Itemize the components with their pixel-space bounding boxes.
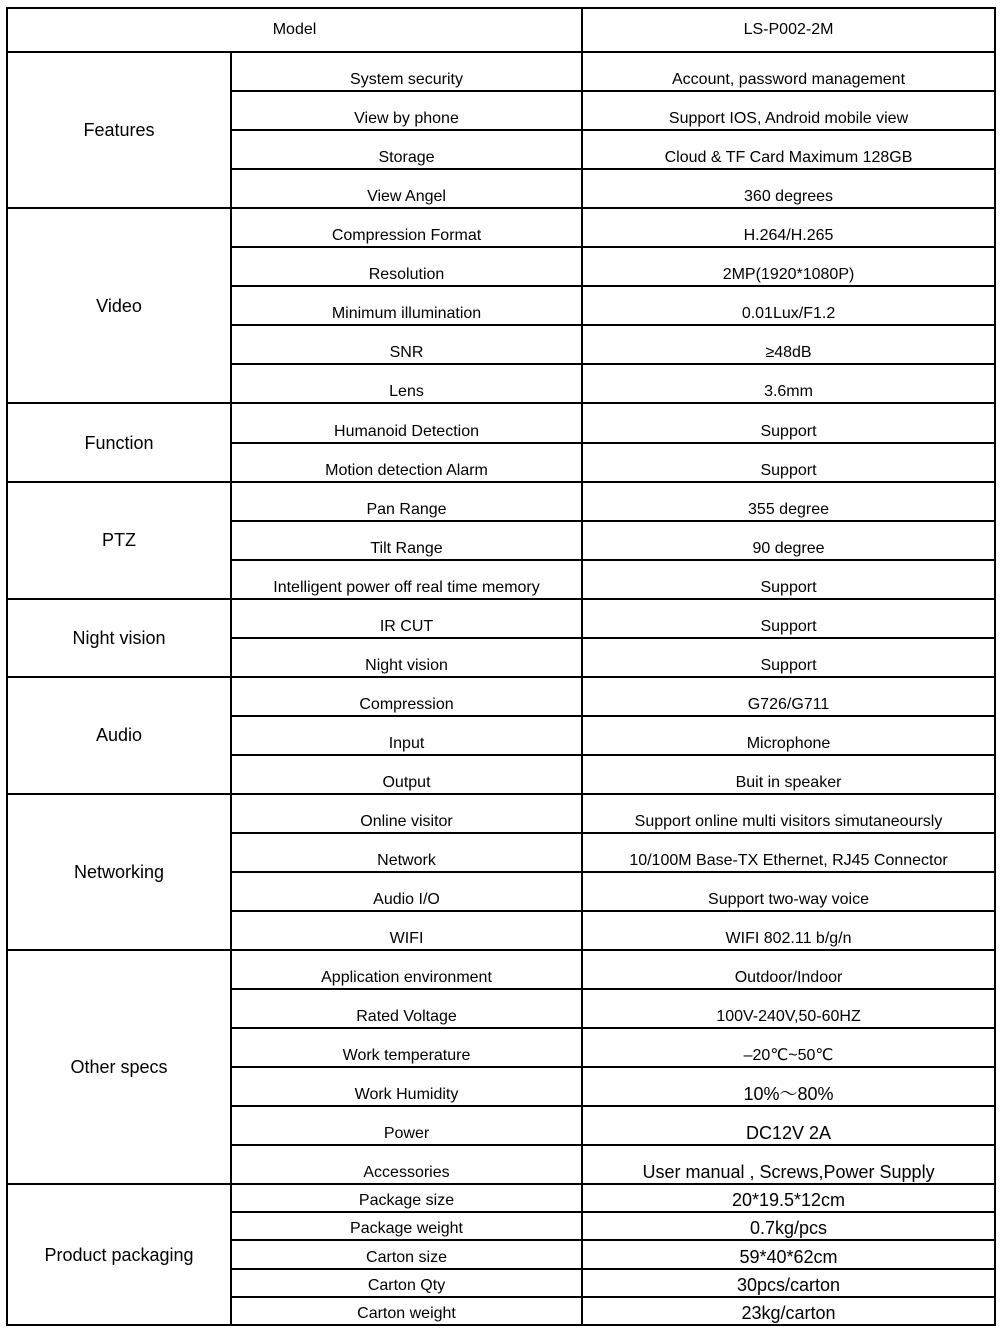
spec-value: 0.01Lux/F1.2	[582, 286, 995, 325]
spec-table	[6, 7, 996, 1326]
spec-value: G726/G711	[582, 677, 995, 716]
spec-label: Package weight	[231, 1212, 582, 1240]
spec-label: IR CUT	[231, 599, 582, 638]
spec-row	[7, 52, 995, 91]
spec-value: 100V-240V,50-60HZ	[582, 989, 995, 1028]
spec-row	[7, 208, 995, 247]
spec-value: WIFI 802.11 b/g/n	[582, 911, 995, 950]
spec-value: Account, password management	[582, 52, 995, 91]
category-ptz: PTZ	[7, 482, 231, 599]
spec-label: Audio I/O	[231, 872, 582, 911]
spec-label: Storage	[231, 130, 582, 169]
spec-label: Resolution	[231, 247, 582, 286]
spec-value: Microphone	[582, 716, 995, 755]
spec-label: Tilt Range	[231, 521, 582, 560]
spec-value: 360 degrees	[582, 169, 995, 208]
spec-label: WIFI	[231, 911, 582, 950]
spec-value: Support IOS, Android mobile view	[582, 91, 995, 130]
spec-value: 10/100M Base-TX Ethernet, RJ45 Connector	[582, 833, 995, 872]
spec-label: Minimum illumination	[231, 286, 582, 325]
spec-row	[7, 403, 995, 442]
spec-label: Intelligent power off real time memory	[231, 560, 582, 599]
spec-value: 3.6mm	[582, 364, 995, 403]
spec-value: H.264/H.265	[582, 208, 995, 247]
spec-label: Application environment	[231, 950, 582, 989]
spec-value: 59*40*62cm	[582, 1240, 995, 1268]
category-other-specs: Other specs	[7, 950, 231, 1184]
spec-table-body	[7, 8, 995, 1325]
spec-label: Online visitor	[231, 794, 582, 833]
spec-label: Input	[231, 716, 582, 755]
spec-value: Support	[582, 403, 995, 442]
spec-value: 23kg/carton	[582, 1297, 995, 1325]
spec-value: ≥48dB	[582, 325, 995, 364]
spec-value: 30pcs/carton	[582, 1269, 995, 1297]
spec-value: 355 degree	[582, 482, 995, 521]
category-video: Video	[7, 208, 231, 403]
spec-label: Humanoid Detection	[231, 403, 582, 442]
spec-label: Accessories	[231, 1145, 582, 1184]
spec-label: Compression	[231, 677, 582, 716]
spec-label: Carton Qty	[231, 1269, 582, 1297]
category-networking: Networking	[7, 794, 231, 950]
spec-value: 10%～80%	[582, 1067, 995, 1106]
spec-label: Compression Format	[231, 208, 582, 247]
spec-label: View by phone	[231, 91, 582, 130]
spec-value: Buit in speaker	[582, 755, 995, 794]
spec-value: Support two-way voice	[582, 872, 995, 911]
spec-label: Pan Range	[231, 482, 582, 521]
spec-label: Motion detection Alarm	[231, 443, 582, 482]
spec-value: 20*19.5*12cm	[582, 1184, 995, 1212]
spec-value: Support	[582, 560, 995, 599]
category-night-vision: Night vision	[7, 599, 231, 677]
spec-row	[7, 677, 995, 716]
spec-value: 0.7kg/pcs	[582, 1212, 995, 1240]
spec-value: DC12V 2A	[582, 1106, 995, 1145]
spec-label: Carton size	[231, 1240, 582, 1268]
spec-label: Package size	[231, 1184, 582, 1212]
spec-row	[7, 599, 995, 638]
spec-label: Rated Voltage	[231, 989, 582, 1028]
category-function: Function	[7, 403, 231, 481]
spec-value: –20℃~50℃	[582, 1028, 995, 1067]
spec-value: Support	[582, 443, 995, 482]
spec-label: Output	[231, 755, 582, 794]
spec-value: Support online multi visitors simutaneoursly	[582, 794, 995, 833]
spec-row	[7, 482, 995, 521]
model-row	[7, 8, 995, 52]
spec-value: Support	[582, 599, 995, 638]
spec-row	[7, 950, 995, 989]
model-label: Model	[7, 8, 582, 52]
spec-label: Night vision	[231, 638, 582, 677]
spec-value: 2MP(1920*1080P)	[582, 247, 995, 286]
spec-label: Network	[231, 833, 582, 872]
spec-value: Support	[582, 638, 995, 677]
spec-value: 90 degree	[582, 521, 995, 560]
spec-label: System security	[231, 52, 582, 91]
spec-label: Lens	[231, 364, 582, 403]
spec-label: View Angel	[231, 169, 582, 208]
spec-value: Outdoor/Indoor	[582, 950, 995, 989]
spec-label: Carton weight	[231, 1297, 582, 1325]
spec-row	[7, 794, 995, 833]
spec-label: Power	[231, 1106, 582, 1145]
spec-label: Work Humidity	[231, 1067, 582, 1106]
spec-label: Work temperature	[231, 1028, 582, 1067]
model-value: LS-P002-2M	[582, 8, 995, 52]
spec-value: User manual , Screws,Power Supply	[582, 1145, 995, 1184]
spec-label: SNR	[231, 325, 582, 364]
spec-value: Cloud & TF Card Maximum 128GB	[582, 130, 995, 169]
category-features: Features	[7, 52, 231, 208]
category-audio: Audio	[7, 677, 231, 794]
spec-row	[7, 1184, 995, 1212]
category-product-packaging: Product packaging	[7, 1184, 231, 1325]
